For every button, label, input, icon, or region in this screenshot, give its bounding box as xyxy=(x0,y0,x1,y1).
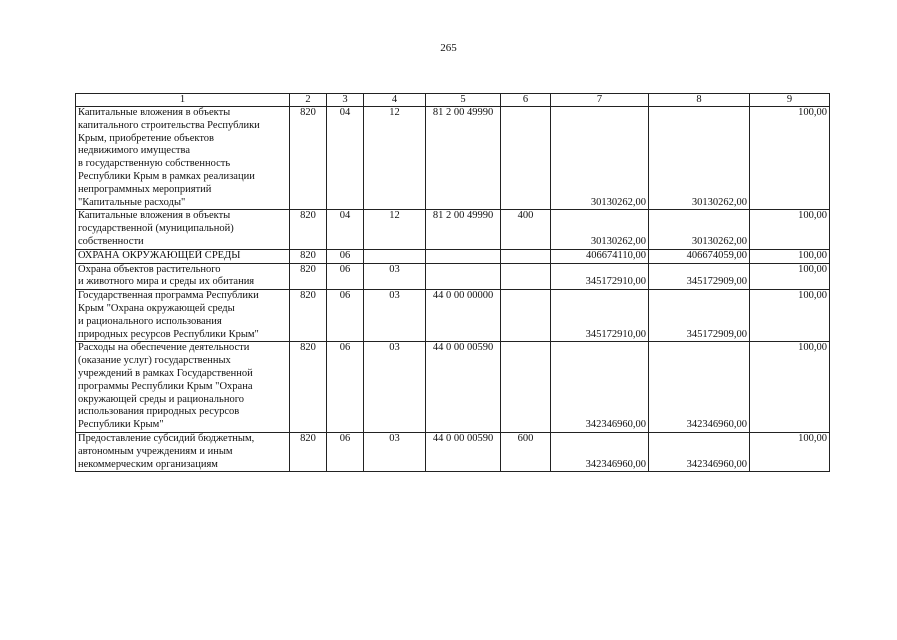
cell-target-article: 44 0 00 00000 xyxy=(426,290,501,342)
cell-subsection xyxy=(364,249,426,263)
cell-grbs: 820 xyxy=(290,342,327,433)
cell-sum-plan: 342346960,00 xyxy=(551,432,649,471)
table-row xyxy=(76,432,830,471)
cell-grbs: 820 xyxy=(290,290,327,342)
header-row xyxy=(76,94,830,107)
cell-subsection: 03 xyxy=(364,290,426,342)
cell-target-article: 81 2 00 49990 xyxy=(426,210,501,249)
cell-expense-type: 400 xyxy=(501,210,551,249)
cell-sum-plan: 345172910,00 xyxy=(551,290,649,342)
cell-sum-actual: 342346960,00 xyxy=(649,432,750,471)
row-name: Расходы на обеспечение деятельности (оказание услуг) государственных учреждений в рамках Государственной программы Республики Крым "Охрана окружающей среды и рационального использования природных ресурсов Республики Крым" xyxy=(76,342,290,433)
cell-sum-plan: 342346960,00 xyxy=(551,342,649,433)
cell-grbs: 820 xyxy=(290,107,327,210)
cell-percent: 100,00 xyxy=(750,263,830,290)
cell-percent: 100,00 xyxy=(750,290,830,342)
header-cell: 7 xyxy=(551,94,649,107)
table-row xyxy=(76,210,830,249)
cell-target-article: 44 0 00 00590 xyxy=(426,342,501,433)
cell-grbs: 820 xyxy=(290,210,327,249)
cell-sum-plan: 30130262,00 xyxy=(551,210,649,249)
cell-percent: 100,00 xyxy=(750,107,830,210)
cell-expense-type xyxy=(501,342,551,433)
header-cell: 3 xyxy=(327,94,364,107)
cell-section: 06 xyxy=(327,290,364,342)
cell-subsection: 12 xyxy=(364,107,426,210)
cell-section: 06 xyxy=(327,263,364,290)
table-row xyxy=(76,263,830,290)
cell-grbs: 820 xyxy=(290,249,327,263)
row-name: Предоставление субсидий бюджетным, автономным учреждениям и иным некоммерческим организациям xyxy=(76,432,290,471)
cell-section: 06 xyxy=(327,249,364,263)
cell-subsection: 03 xyxy=(364,342,426,433)
cell-expense-type: 600 xyxy=(501,432,551,471)
cell-percent: 100,00 xyxy=(750,342,830,433)
cell-expense-type xyxy=(501,249,551,263)
row-name: Охрана объектов растительного и животного мира и среды их обитания xyxy=(76,263,290,290)
cell-target-article: 44 0 00 00590 xyxy=(426,432,501,471)
cell-subsection: 03 xyxy=(364,432,426,471)
cell-target-article: 81 2 00 49990 xyxy=(426,107,501,210)
table-row xyxy=(76,249,830,263)
cell-percent: 100,00 xyxy=(750,210,830,249)
cell-sum-actual: 345172909,00 xyxy=(649,290,750,342)
header-cell: 8 xyxy=(649,94,750,107)
cell-grbs: 820 xyxy=(290,263,327,290)
cell-percent: 100,00 xyxy=(750,432,830,471)
cell-sum-actual: 30130262,00 xyxy=(649,107,750,210)
cell-sum-plan: 30130262,00 xyxy=(551,107,649,210)
cell-sum-actual: 342346960,00 xyxy=(649,342,750,433)
cell-section: 04 xyxy=(327,210,364,249)
cell-section: 04 xyxy=(327,107,364,210)
cell-subsection: 03 xyxy=(364,263,426,290)
header-cell: 4 xyxy=(364,94,426,107)
table-row xyxy=(76,342,830,433)
row-name: ОХРАНА ОКРУЖАЮЩЕЙ СРЕДЫ xyxy=(76,249,290,263)
cell-sum-actual: 406674059,00 xyxy=(649,249,750,263)
page-number: 265 xyxy=(440,42,457,54)
header-cell: 1 xyxy=(76,94,290,107)
cell-section: 06 xyxy=(327,432,364,471)
header-cell: 2 xyxy=(290,94,327,107)
budget-table xyxy=(75,93,830,472)
table-row xyxy=(76,107,830,210)
cell-sum-actual: 30130262,00 xyxy=(649,210,750,249)
cell-percent: 100,00 xyxy=(750,249,830,263)
cell-grbs: 820 xyxy=(290,432,327,471)
cell-expense-type xyxy=(501,290,551,342)
header-cell: 5 xyxy=(426,94,501,107)
header-cell: 6 xyxy=(501,94,551,107)
cell-target-article xyxy=(426,263,501,290)
cell-expense-type xyxy=(501,107,551,210)
header-cell: 9 xyxy=(750,94,830,107)
cell-target-article xyxy=(426,249,501,263)
table-row xyxy=(76,290,830,342)
cell-sum-plan: 345172910,00 xyxy=(551,263,649,290)
row-name: Капитальные вложения в объекты капитального строительства Республики Крым, приобретение объектов недвижимого имущества в государственную собственность Республики Крым в рамках реализации непрограммных мероприятий "Капитальные расходы" xyxy=(76,107,290,210)
cell-sum-plan: 406674110,00 xyxy=(551,249,649,263)
cell-expense-type xyxy=(501,263,551,290)
cell-subsection: 12 xyxy=(364,210,426,249)
row-name: Капитальные вложения в объекты государственной (муниципальной) собственности xyxy=(76,210,290,249)
row-name: Государственная программа Республики Крым "Охрана окружающей среды и рационального использования природных ресурсов Республики Крым" xyxy=(76,290,290,342)
cell-sum-actual: 345172909,00 xyxy=(649,263,750,290)
cell-section: 06 xyxy=(327,342,364,433)
